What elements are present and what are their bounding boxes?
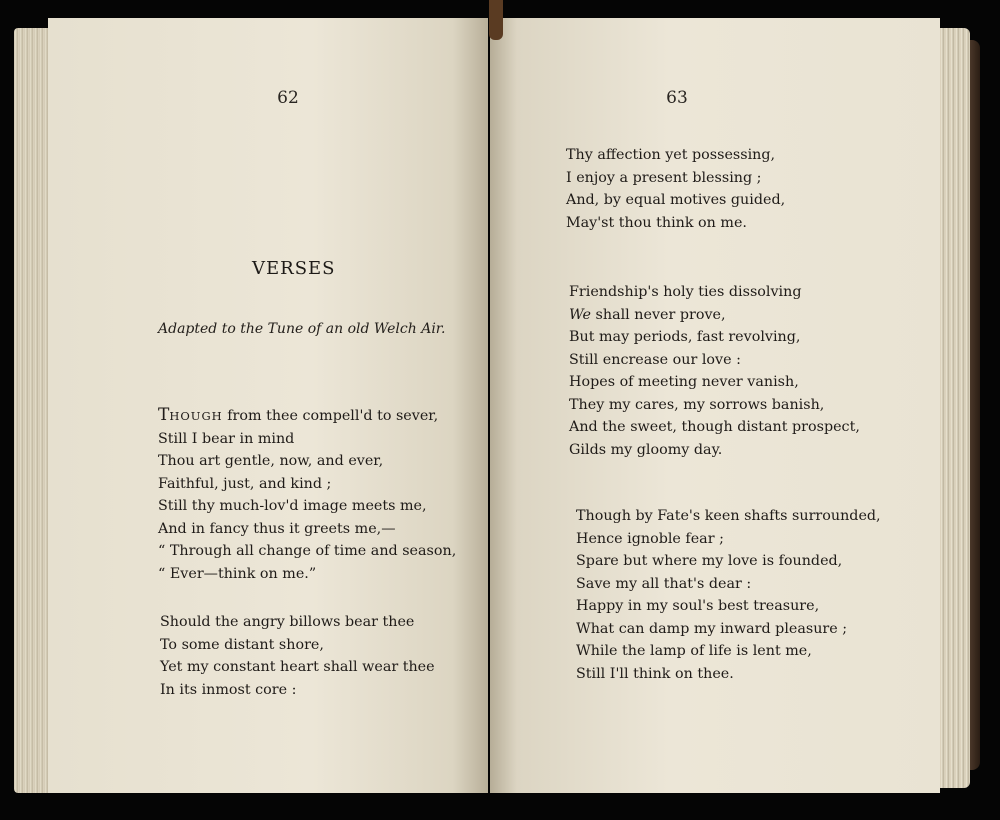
right-page bbox=[490, 18, 940, 793]
verse-line: Happy in my soul's best treasure, bbox=[576, 598, 820, 614]
verse-line: Faithful, just, and kind ; bbox=[158, 475, 332, 492]
stanza-1 bbox=[566, 144, 785, 234]
verse-line: Thou art gentle, now, and ever, bbox=[158, 453, 384, 469]
poem-title: VERSES bbox=[252, 258, 336, 279]
verse-line: Still thy much-lov'd image meets me, bbox=[158, 498, 427, 514]
verse-line: They my cares, my sorrows banish, bbox=[569, 396, 825, 413]
verse-line: Should the angry billows bear thee bbox=[160, 614, 415, 630]
verse-line: THOUGH from thee compell'd to sever, bbox=[158, 405, 439, 425]
verse-line: To some distant shore, bbox=[160, 636, 324, 653]
verse-line: Still I'll think on thee. bbox=[576, 665, 734, 682]
verse-line: I enjoy a present blessing ; bbox=[566, 169, 762, 186]
show-through-text bbox=[198, 153, 388, 225]
verse-line: And the sweet, though distant prospect, bbox=[569, 419, 860, 435]
poem-subtitle: Adapted to the Tune of an old Welch Air. bbox=[158, 321, 446, 337]
stanza-3 bbox=[576, 505, 881, 685]
verse-line: While the lamp of life is lent me, bbox=[576, 643, 812, 659]
stanza-2 bbox=[160, 611, 435, 701]
verse-line: Save my all that's dear : bbox=[576, 575, 752, 592]
verse-line: What can damp my inward pleasure ; bbox=[576, 620, 848, 637]
page-number: 63 bbox=[666, 88, 688, 108]
verse-line: Still encrease our love : bbox=[569, 351, 741, 368]
verse-line: May'st thou think on me. bbox=[566, 214, 747, 231]
verse-line: Spare but where my love is founded, bbox=[576, 553, 843, 569]
verse-line: “ Through all change of time and season, bbox=[158, 543, 457, 559]
bookmark-ribbon bbox=[489, 0, 503, 40]
verse-line: Still I bear in mind bbox=[158, 430, 295, 447]
verse-line: Friendship's holy ties dissolving bbox=[569, 284, 802, 300]
verse-line: “ Ever—think on me.” bbox=[158, 565, 317, 582]
verse-line: We shall never prove, bbox=[569, 306, 726, 323]
small-caps-word: HOUGH bbox=[169, 409, 223, 423]
stanza-1 bbox=[158, 404, 456, 585]
verse-line: Hopes of meeting never vanish, bbox=[569, 374, 799, 390]
verse-line: But may periods, fast revolving, bbox=[569, 329, 801, 345]
verse-line: And, by equal motives guided, bbox=[566, 192, 786, 208]
stanza-2 bbox=[569, 281, 860, 461]
drop-initial: T bbox=[158, 405, 170, 425]
page-number: 62 bbox=[277, 88, 299, 108]
verse-line: Gilds my gloomy day. bbox=[569, 441, 723, 458]
verse-line: Yet my constant heart shall wear thee bbox=[160, 659, 435, 675]
verse-line: Hence ignoble fear ; bbox=[576, 530, 724, 547]
verse-line: In its inmost core : bbox=[160, 681, 297, 698]
verse-line: Thy affection yet possessing, bbox=[566, 147, 776, 163]
left-page bbox=[48, 18, 488, 793]
verse-line: And in fancy thus it greets me,— bbox=[158, 520, 396, 537]
verse-line: Though by Fate's keen shafts surrounded, bbox=[576, 508, 881, 524]
